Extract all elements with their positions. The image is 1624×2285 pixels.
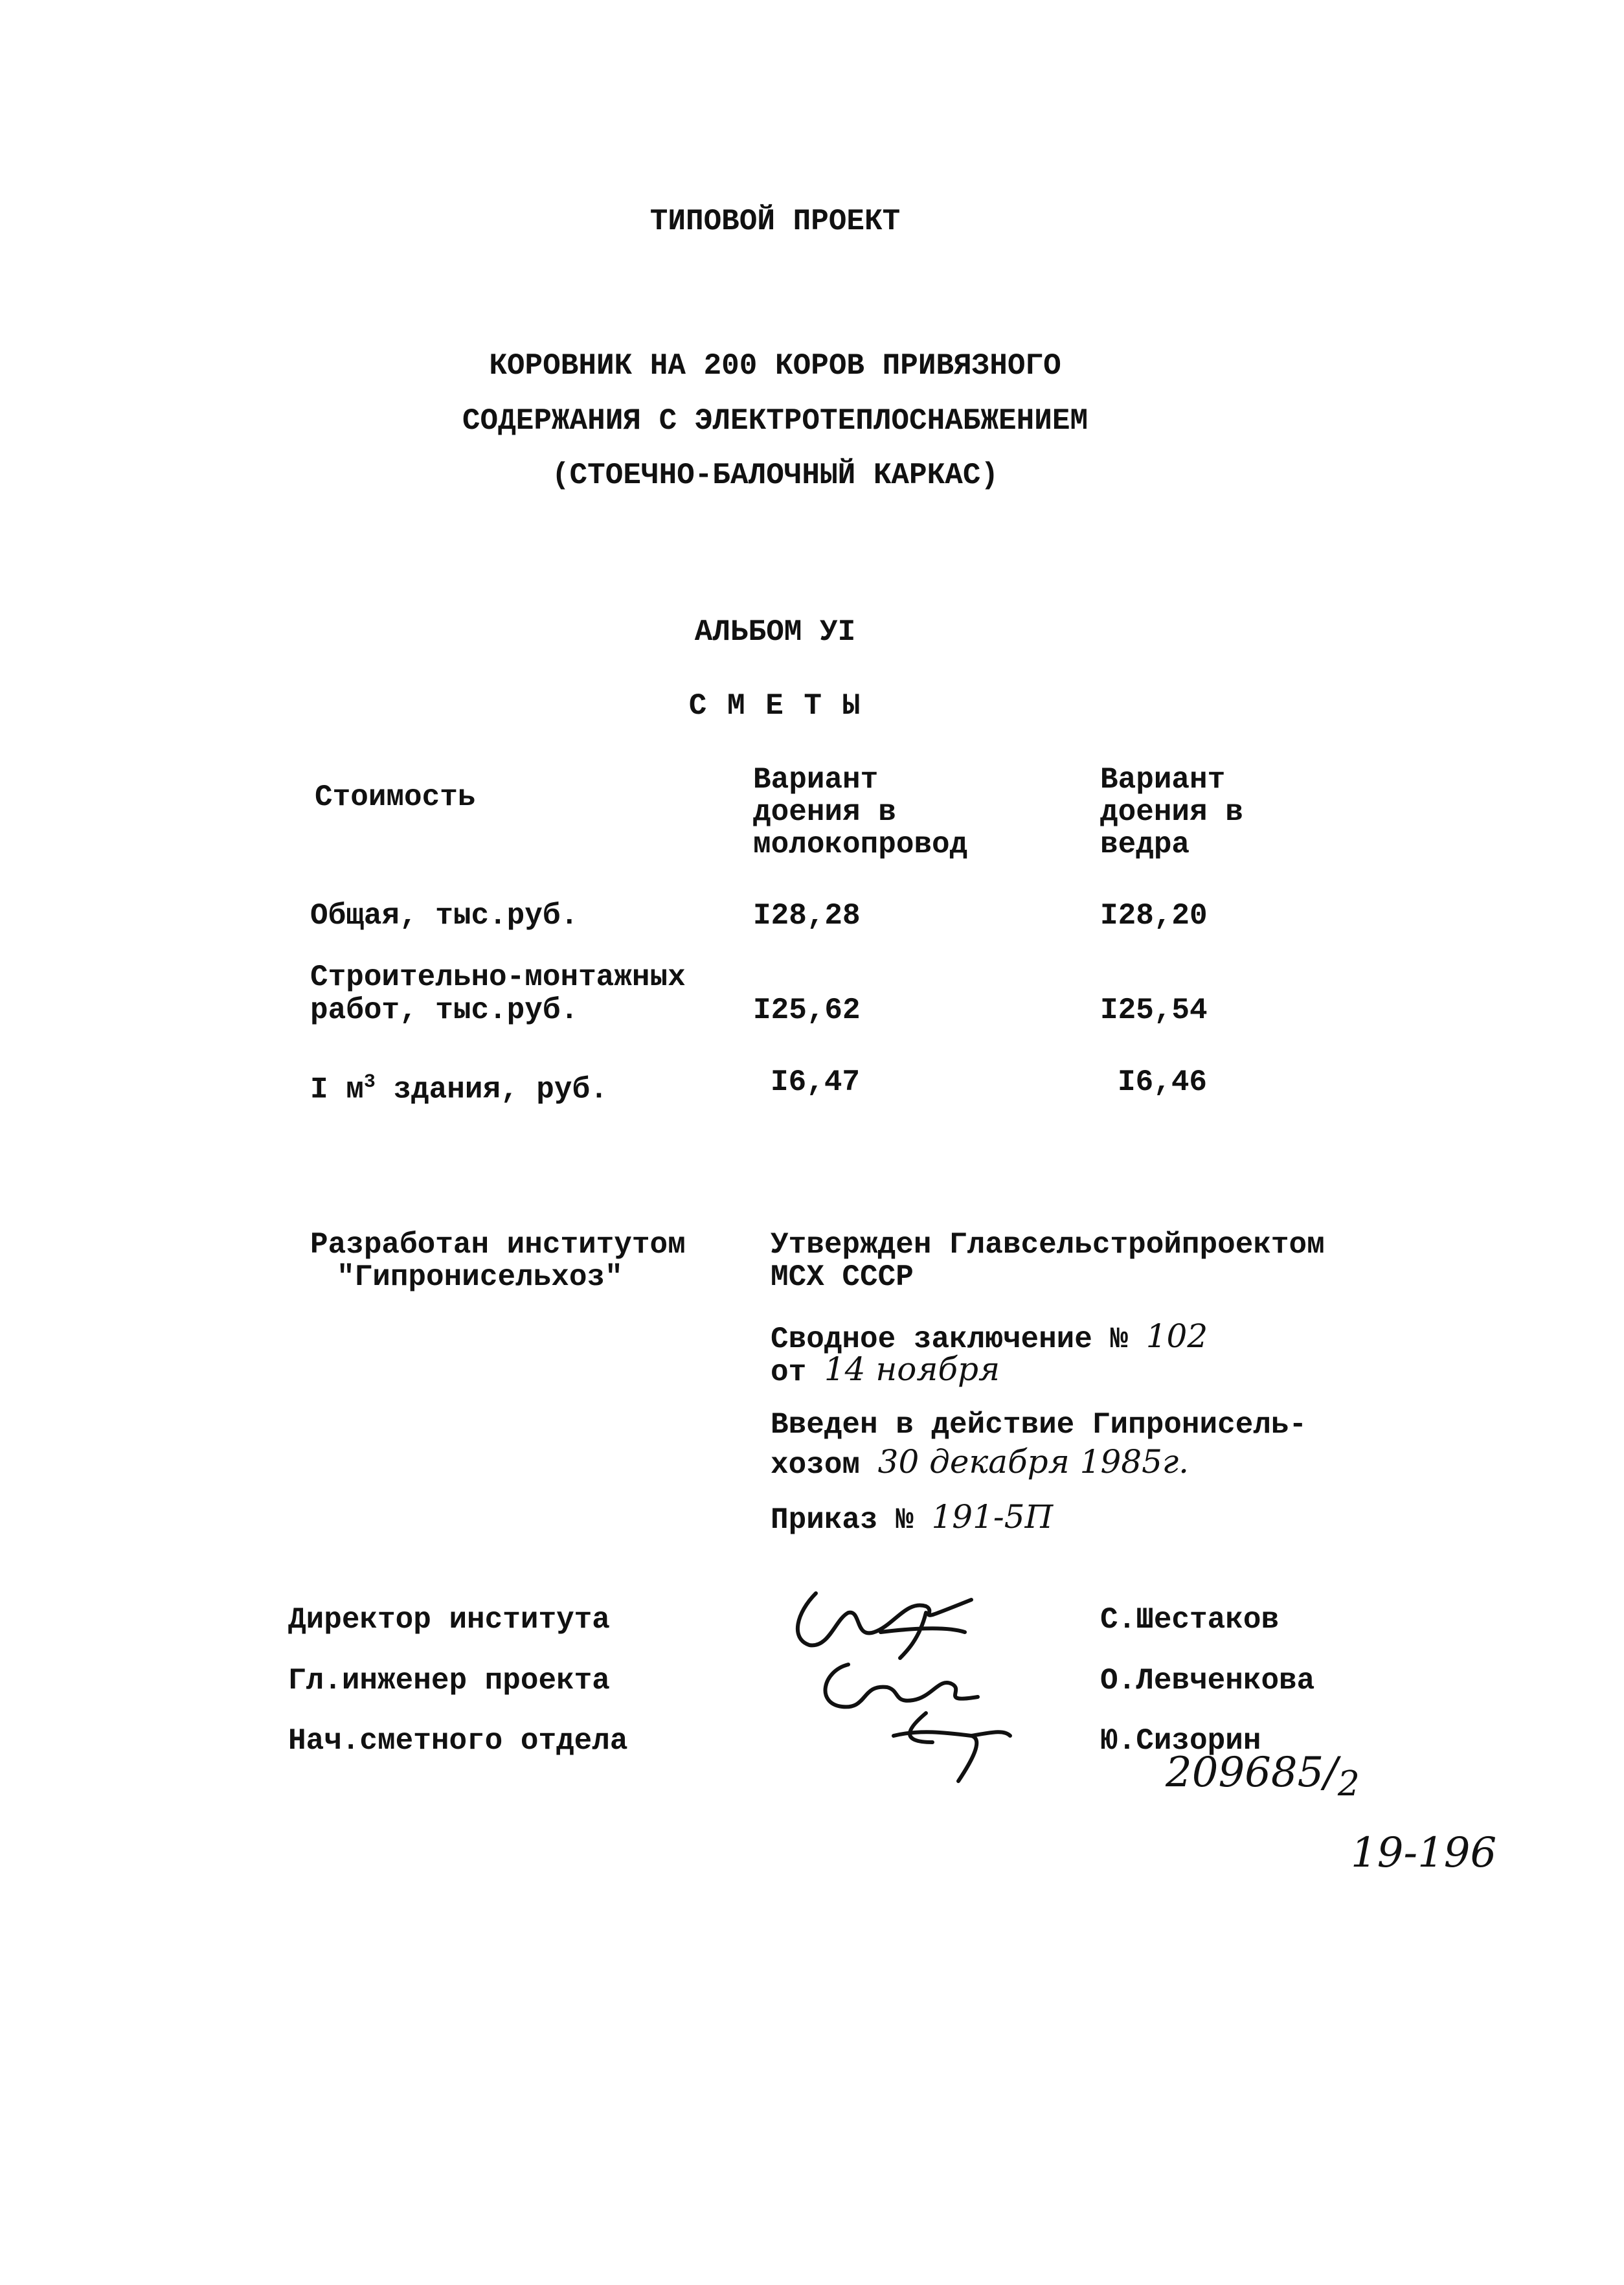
title-line-3: (СТОЕЧНО-БАЛОЧНЫЙ КАРКАС) — [551, 459, 999, 492]
title-line-1: КОРОВНИК НА 200 КОРОВ ПРИВЯЗНОГО — [489, 349, 1061, 383]
title-line-2: СОДЕРЖАНИЯ С ЭЛЕКТРОТЕПЛОСНАБЖЕНИЕМ — [462, 404, 1088, 438]
row-value-variant-1: I6,47 — [771, 1065, 861, 1099]
row-label: Общая, тыс.руб. — [310, 899, 579, 933]
order-label: Приказ № — [771, 1503, 914, 1537]
row-value-variant-1: I25,62 — [753, 994, 861, 1027]
row-label: Строительно-монтажных — [310, 961, 686, 994]
enacted-line-1: Введен в действие Гипронисель- — [771, 1408, 1307, 1442]
row-label: работ, тыс.руб. — [310, 994, 579, 1027]
table-header-variant-1-line: молокопровод — [753, 828, 968, 861]
approved-by-line-1: Утвержден Главсельстройпроектом — [771, 1228, 1325, 1262]
conclusion-number: 102 — [1145, 1317, 1208, 1355]
row-value-variant-2: I28,20 — [1100, 899, 1208, 933]
section-title: С М Е Т Ы — [688, 689, 862, 723]
row-label-suffix: здания, руб. — [375, 1073, 608, 1107]
conclusion-date: 14 ноября — [824, 1350, 1000, 1388]
developed-by-line-2: "Гипронисельхоз" — [337, 1260, 623, 1294]
row-value-variant-2: I6,46 — [1118, 1065, 1208, 1099]
approved-by-line-2: МСХ СССР — [771, 1260, 914, 1294]
signatory-role: Директор института — [288, 1603, 610, 1637]
table-header-variant-1-line: доения в — [753, 795, 896, 829]
table-header-cost: Стоимость — [315, 780, 476, 814]
inventory-number: $209685/_2$ — [1166, 1749, 1360, 1804]
enacted-prefix: хозом — [771, 1448, 861, 1482]
enacted-date: 30 декабря 1985г. — [877, 1443, 1190, 1481]
row-label — [310, 1066, 608, 1106]
project-type-heading: ТИПОВОЙ ПРОЕКТ — [649, 205, 901, 238]
signatory-role: Гл.инженер проекта — [288, 1664, 610, 1698]
developed-by-line-1: Разработан институтом — [310, 1228, 686, 1262]
handwritten-signatures — [777, 1574, 1049, 1794]
conclusion-label: Сводное заключение № — [771, 1323, 1129, 1356]
conclusion-from-label: от — [771, 1356, 807, 1389]
enacted-line-2 — [771, 1443, 1190, 1482]
row-value-variant-1: I28,28 — [753, 899, 861, 933]
table-header-variant-1-line: Вариант — [753, 763, 879, 797]
inventory-number-sub: 2 — [1337, 1762, 1360, 1804]
document-code: 19-196 — [1351, 1829, 1497, 1877]
table-header-variant-2-line: ведра — [1100, 828, 1190, 861]
signatory-name: Ю.Сизорин — [1100, 1724, 1261, 1758]
order-number: 191-5П — [931, 1498, 1054, 1536]
signatory-name: С.Шестаков — [1100, 1603, 1280, 1637]
table-header-variant-2-line: доения в — [1100, 795, 1243, 829]
signatory-role: Нач.сметного отдела — [288, 1724, 628, 1758]
table-header-variant-2-line: Вариант — [1100, 763, 1226, 797]
row-label-superscript: 3 — [363, 1071, 376, 1093]
inventory-number-value: 209685 — [1166, 1749, 1324, 1797]
signatory-name: О.Левченкова — [1100, 1664, 1315, 1698]
row-value-variant-2: I25,54 — [1100, 994, 1208, 1027]
conclusion-date-line — [771, 1350, 1000, 1389]
order-line — [771, 1498, 1054, 1537]
row-label-prefix: I м — [310, 1073, 364, 1107]
album-number: АЛЬБОМ УI — [694, 615, 856, 649]
